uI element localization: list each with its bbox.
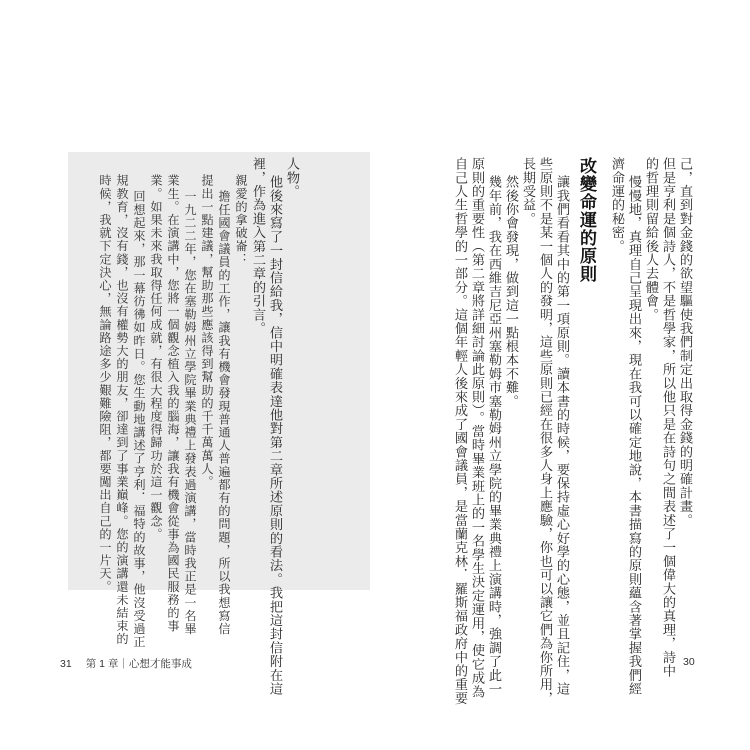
letter-line: 一九二二年，您在塞勒姆州立學院畢業典禮上發表過演講，當時我正是一名畢 xyxy=(183,190,197,636)
text-line: 人物。 xyxy=(284,157,299,199)
section-heading: 改變命運的原則 xyxy=(576,157,596,283)
text-line: 他後來寫了一封信給我，信中明確表達他對第二章所述原則的看法。我把這封信附在這 xyxy=(267,175,282,696)
letter-line: 時候，我就下定決心，無論路途多少艱難險阻，都要闖出自己的一片天。 xyxy=(98,174,112,594)
text-line: 的哲理則留給後人去體會。 xyxy=(643,157,658,322)
text-line: 裡，作為進入第二章的引言。 xyxy=(250,157,265,336)
letter-line: 規教育，沒有錢，也沒有權勢大的朋友，卻達到了事業巔峰。您的演講還未結束的 xyxy=(115,174,129,646)
text-line: 些原則不是某一個人的發明，這些原則已經在很多人身上應驗，你也可以讓它們為你所用， xyxy=(537,157,552,705)
text-line: 原則的重要性（第二章將詳細討論此原則）。當時畢業班上的一名學生決定運用，使它成為 xyxy=(469,157,484,699)
text-line: 幾年前，我在西維吉尼亞州塞勒姆市塞勒姆州立學院的畢業典禮上演講時，強調了此一 xyxy=(486,175,501,696)
page-footer-left xyxy=(60,656,192,671)
page-number: 30 xyxy=(683,656,695,668)
text-line: 己，直到對金錢的欲望驅使我們制定出取得金錢的明確計畫。 xyxy=(677,157,692,527)
letter-line: 擔任國會議員的工作，讓我有機會發現普通人普遍都有的問題，所以我想寫信 xyxy=(217,190,231,636)
text-line: 自己人生哲學的一部分。這個年輕人後來成了國會議員，是當蘭克林．羅斯福政府中的重要 xyxy=(452,157,467,705)
text-line: 讓我們看看其中的第一項原則。讀本書的時候，要保持虛心好學的心態，並且記住，這 xyxy=(554,175,569,696)
page-number: 31 xyxy=(60,658,72,670)
letter-line: 回想起來，那一幕彷彿如昨日。您生動地講述了亨利．福特的故事，他沒受過正 xyxy=(132,190,146,649)
text-line: 慢慢地，真理自己呈現出來，現在我可以確定地說，本書描寫的原則蘊含著掌握我們經 xyxy=(626,175,641,696)
text-line: 長期受益。 xyxy=(520,157,535,226)
text-line: 然後你會發現，做到這一點根本不難。 xyxy=(503,175,518,408)
running-head: 第 1 章｜心想才能事成 xyxy=(85,658,192,670)
text-line: 濟命運的秘密。 xyxy=(609,157,624,253)
letter-line: 業生。在演講中，您將一個觀念植入我的腦海，讓我有機會從事為國民服務的事 xyxy=(166,174,180,633)
letter-salutation: 親愛的拿破崙： xyxy=(234,174,248,266)
letter-line: 提出一點建議，幫助那些應該得到幫助的千千萬萬人。 xyxy=(200,174,214,489)
letter-line: 業。如果未來我取得任何成就，有很大程度得歸功於這一觀念。 xyxy=(149,174,163,541)
text-line: 但是亨利是個詩人，不是哲學家，所以他只是在詩句之間表述了一個偉大的真理，詩中 xyxy=(660,157,675,678)
